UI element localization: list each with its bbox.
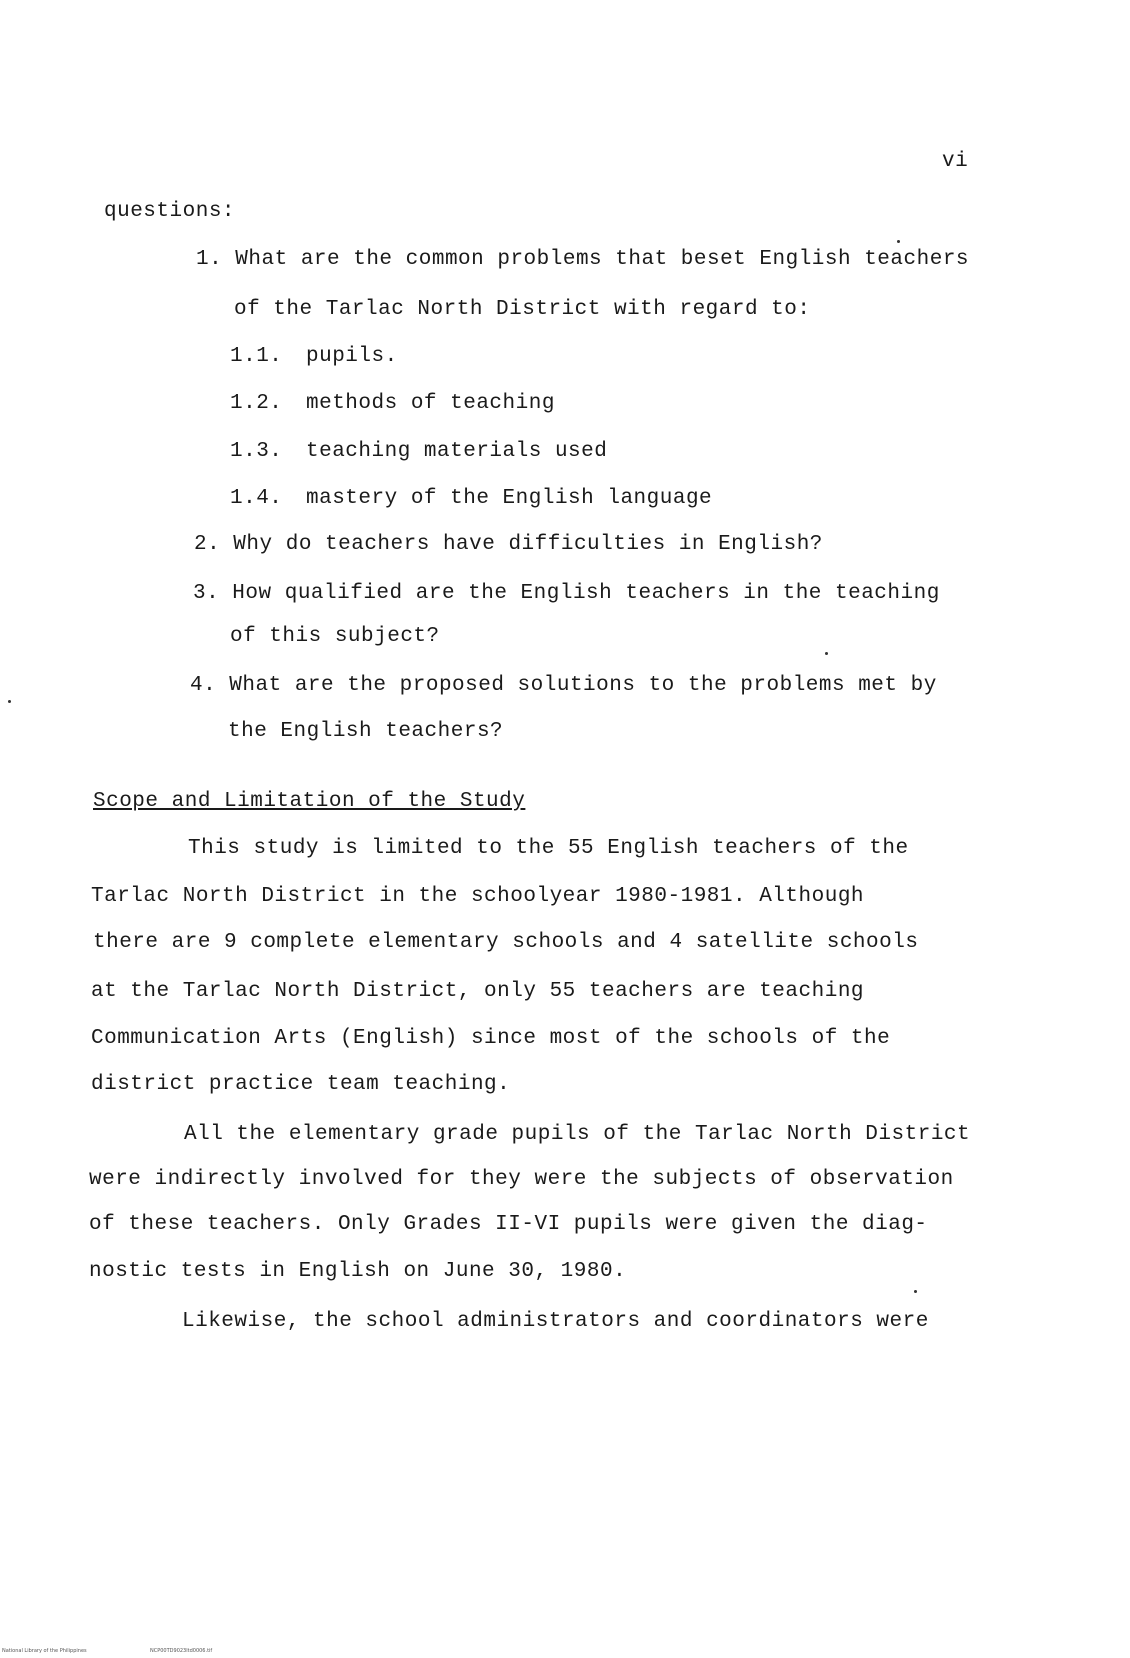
sub-item-text: methods of teaching [306,392,555,415]
paragraph-1-line: This study is limited to the 55 English teachers of the [188,837,909,860]
sub-item-text: pupils. [306,345,398,368]
page-number: vi [942,150,969,173]
question-3-line-1: 3. How qualified are the English teachers in the teaching [193,582,940,605]
question-1-line-2: of the Tarlac North District with regard to: [234,298,811,321]
question-4-line-2: the English teachers? [228,720,504,743]
paragraph-3-line: Likewise, the school administrators and coordinators were [182,1310,929,1333]
scan-speck [8,700,11,703]
paragraph-2-line: were indirectly involved for they were the subjects of observation [89,1168,954,1191]
paragraph-1-line: there are 9 complete elementary schools and 4 satellite schools [93,931,919,954]
intro-text: questions: [104,200,236,223]
footer-right: NCP00TD9023ltd0006.tif [150,1648,213,1654]
paragraph-1-line: Tarlac North District in the schoolyear 1980-1981. Although [91,885,865,908]
question-2: 2. Why do teachers have difficulties in English? [194,533,823,556]
question-4-line-1: 4. What are the proposed solutions to the problems met by [190,674,937,697]
sub-item-number: 1.1. [230,345,283,368]
sub-item-number: 1.4. [230,487,283,510]
paragraph-1-line: district practice team teaching. [91,1073,511,1096]
scan-speck [914,1290,917,1293]
question-3-line-2: of this subject? [230,625,440,648]
sub-item-number: 1.3. [230,440,283,463]
paragraph-1-line: Communication Arts (English) since most of the schools of the [91,1027,891,1050]
scan-speck [825,652,828,655]
paragraph-2-line: nostic tests in English on June 30, 1980. [89,1260,627,1283]
paragraph-2-line: All the elementary grade pupils of the Tarlac North District [184,1123,971,1146]
section-heading: Scope and Limitation of the Study [93,790,526,813]
paragraph-1-line: at the Tarlac North District, only 55 teachers are teaching [91,980,865,1003]
sub-item-text: mastery of the English language [306,487,713,510]
question-1-line-1: 1. What are the common problems that beset English teachers [196,248,970,271]
sub-item-number: 1.2. [230,392,283,415]
scan-speck [897,240,900,243]
footer-left: National Library of the Philippines [2,1648,87,1654]
paragraph-2-line: of these teachers. Only Grades II-VI pupils were given the diag- [89,1213,928,1236]
sub-item-text: teaching materials used [306,440,608,463]
